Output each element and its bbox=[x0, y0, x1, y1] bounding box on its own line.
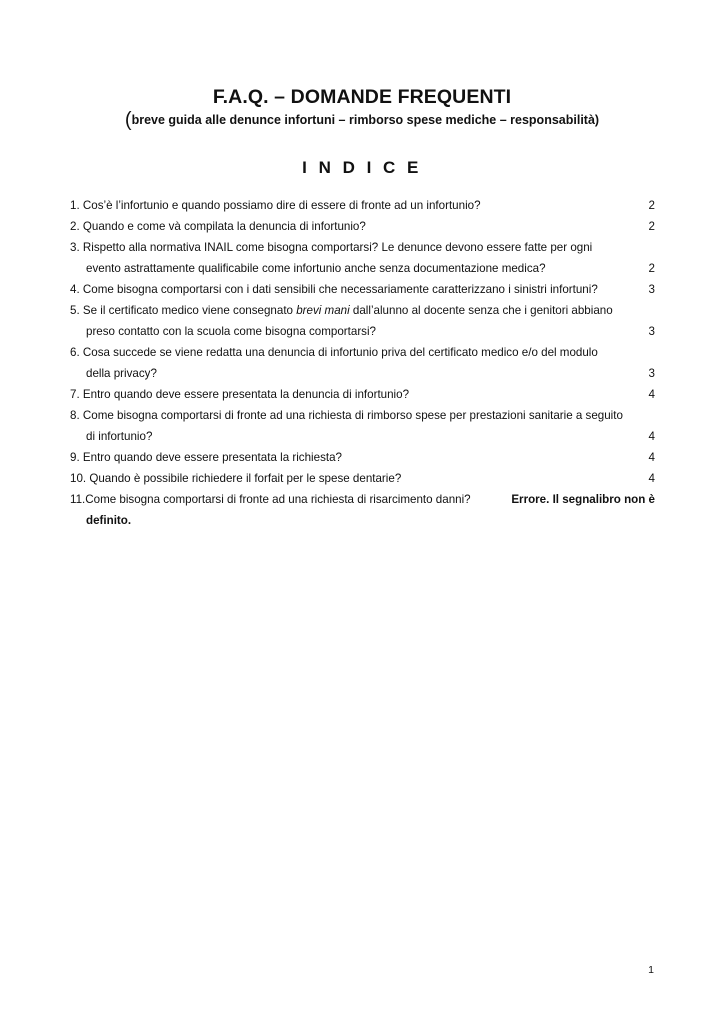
toc-entry-text-italic: brevi mani bbox=[296, 304, 350, 317]
toc-entry-7[interactable] bbox=[70, 384, 655, 405]
subtitle-open-paren: ( bbox=[124, 109, 132, 131]
toc-entry-page: 4 bbox=[648, 388, 655, 401]
toc-entry-page: 3 bbox=[648, 283, 655, 296]
toc-entry-text: 2. Quando e come và compilata la denuncia di infortunio? bbox=[70, 220, 366, 233]
toc-entry-8[interactable] bbox=[70, 405, 655, 447]
toc-entry-text-a: 5. Se il certificato medico viene consegnato bbox=[70, 304, 297, 317]
toc-entry-5[interactable] bbox=[70, 300, 655, 342]
toc-entry-text: 11.Come bisogna comportarsi di fronte ad una richiesta di risarcimento danni? bbox=[70, 493, 471, 506]
toc-entry-4[interactable] bbox=[70, 279, 655, 300]
toc-entry-text: 1. Cos’è l’infortunio e quando possiamo dire di essere di fronte ad un infortunio? bbox=[70, 199, 481, 212]
toc-entry-page: 2 bbox=[648, 262, 655, 275]
toc-entry-page: 3 bbox=[648, 325, 655, 338]
toc-entry-11[interactable] bbox=[70, 489, 655, 531]
toc-entry-error: Errore. Il segnalibro non è bbox=[511, 493, 655, 506]
toc-entry-10[interactable] bbox=[70, 468, 655, 489]
toc-entry-line bbox=[70, 258, 655, 279]
toc-entry-page: 4 bbox=[648, 430, 655, 443]
toc-entry-text: 8. Come bisogna comportarsi di fronte ad una richiesta di rimborso spese per prestazioni sanitarie a seguito bbox=[70, 409, 623, 422]
toc-entry-text: 4. Come bisogna comportarsi con i dati sensibili che necessariamente caratterizzano i sinistri infortuni? bbox=[70, 283, 598, 296]
document-subtitle bbox=[0, 109, 724, 132]
toc-entry-text: 7. Entro quando deve essere presentata la denuncia di infortunio? bbox=[70, 388, 410, 401]
toc-entry-line bbox=[70, 363, 655, 384]
toc-entry-text-cont: di infortunio? bbox=[86, 430, 153, 443]
toc-entry-line bbox=[70, 489, 655, 510]
toc-entry-text: 9. Entro quando deve essere presentata la richiesta? bbox=[70, 451, 342, 464]
toc-entry-page: 2 bbox=[648, 220, 655, 233]
toc-entry-text bbox=[70, 300, 655, 321]
toc-entry-9[interactable] bbox=[70, 447, 655, 468]
toc-entry-text: 6. Cosa succede se viene redatta una denuncia di infortunio priva del certificato medico e/o del modulo bbox=[70, 346, 598, 359]
toc-entry-page: 4 bbox=[648, 472, 655, 485]
document-title: F.A.Q. – DOMANDE FREQUENTI bbox=[212, 86, 512, 108]
toc-entry-text-cont: della privacy? bbox=[86, 367, 157, 380]
toc-entry-error-cont: definito. bbox=[86, 514, 132, 527]
toc-entry-line bbox=[70, 300, 655, 321]
toc-entry-2[interactable] bbox=[70, 216, 655, 237]
toc-entry-line bbox=[70, 237, 655, 258]
toc-entry-page: 4 bbox=[648, 451, 655, 464]
toc-entry-line bbox=[70, 321, 655, 342]
page-number: 1 bbox=[648, 964, 654, 976]
toc-entry-text: 10. Quando è possibile richiedere il forfait per le spese dentarie? bbox=[70, 472, 402, 485]
toc-entry-line bbox=[70, 405, 655, 426]
toc-entry-3[interactable] bbox=[70, 237, 655, 279]
subtitle-text: breve guida alle denunce infortuni – rimborso spese mediche – responsabilità) bbox=[131, 113, 600, 127]
toc-entry-1[interactable] bbox=[70, 195, 655, 216]
toc-entry-page: 3 bbox=[648, 367, 655, 380]
toc-entry-text-cont: preso contatto con la scuola come bisogna comportarsi? bbox=[86, 325, 377, 338]
toc-entry-6[interactable] bbox=[70, 342, 655, 384]
table-of-contents bbox=[70, 195, 655, 531]
toc-entry-page: 2 bbox=[648, 199, 655, 212]
index-heading: I N D I C E bbox=[302, 158, 422, 177]
toc-entry-text-cont: evento astrattamente qualificabile come infortunio anche senza documentazione medica? bbox=[86, 262, 546, 275]
toc-entry-line bbox=[70, 342, 655, 363]
toc-entry-line bbox=[70, 426, 655, 447]
toc-entry-text-b: dall’alunno al docente senza che i genitori abbiano bbox=[349, 304, 613, 317]
toc-entry-text: 3. Rispetto alla normativa INAIL come bisogna comportarsi? Le denunce devono essere fatte per ogni bbox=[70, 241, 593, 254]
